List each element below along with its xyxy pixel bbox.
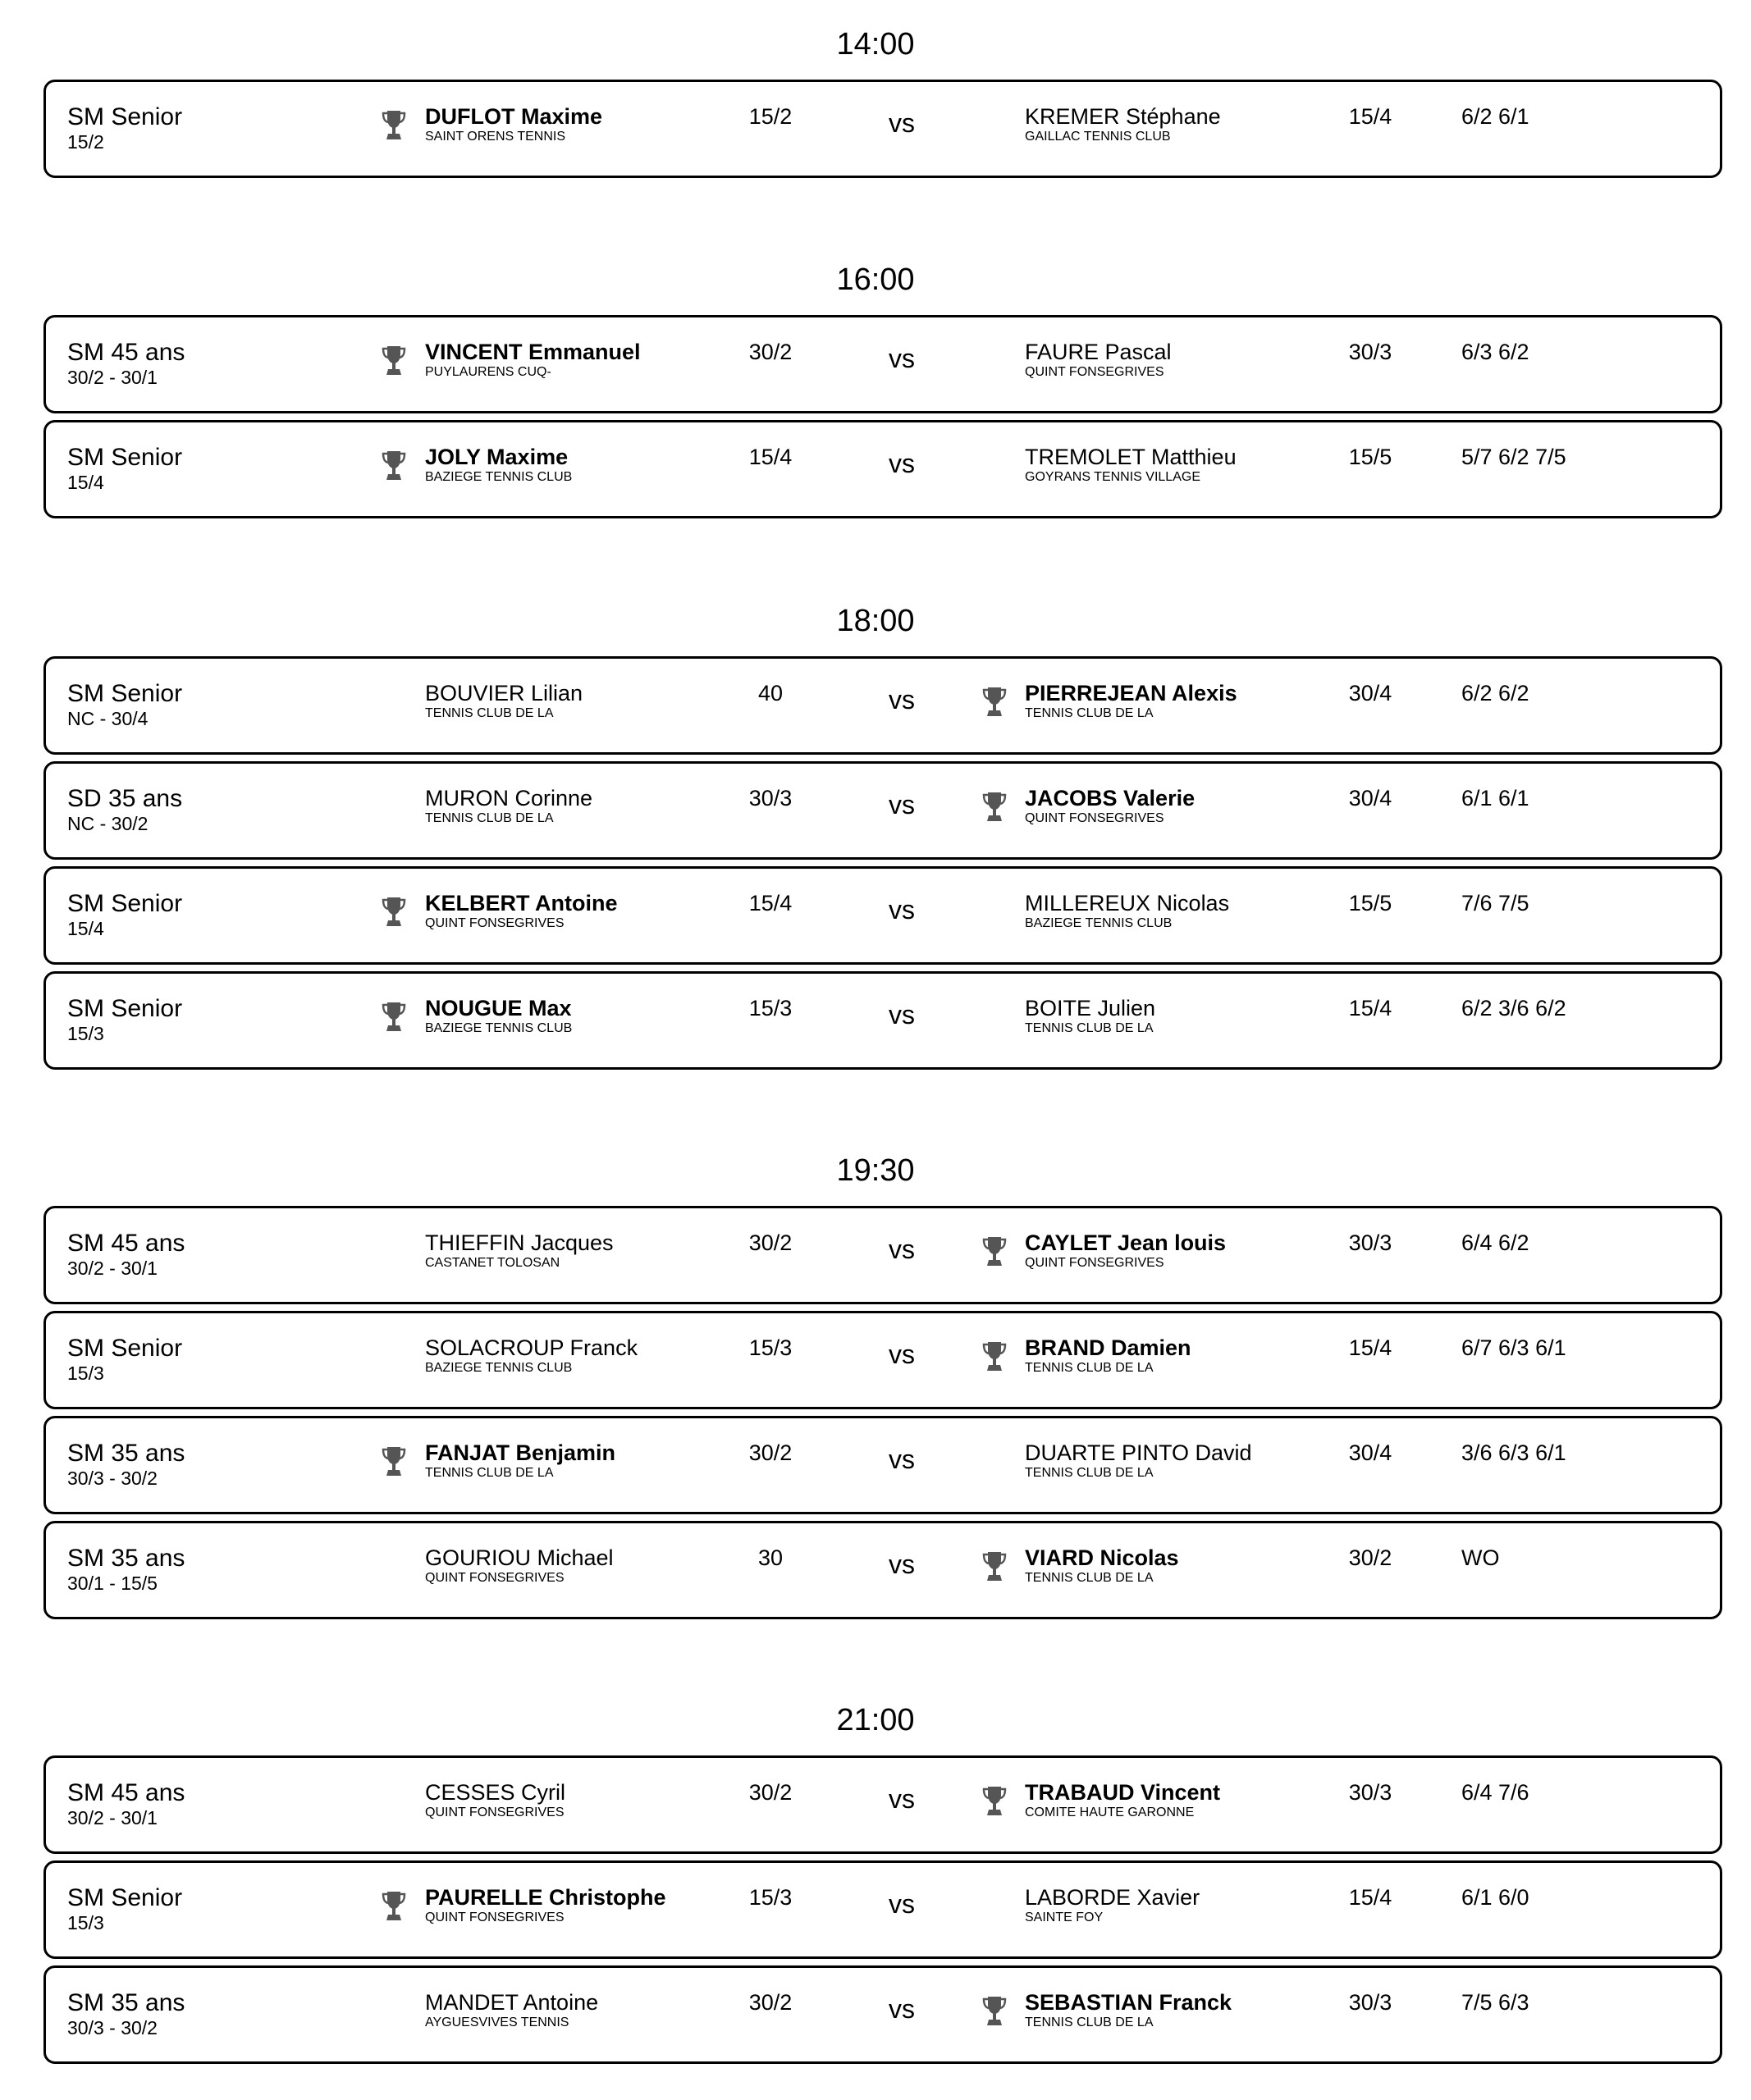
player1-ranking: 30/2 [748, 340, 793, 364]
player2-ranking: 15/4 [1348, 1885, 1392, 1910]
player2-ranking: 15/5 [1348, 891, 1392, 915]
player1-club: CASTANET TOLOSAN [425, 1256, 560, 1270]
player1-ranking: 15/3 [748, 1885, 793, 1910]
match-score: 6/3 6/2 [1461, 340, 1529, 364]
category-ranking-range: NC - 30/2 [67, 813, 149, 834]
match-score: 6/1 6/1 [1461, 786, 1529, 810]
category-ranking-range: 30/1 - 15/5 [67, 1573, 158, 1594]
player1-club: QUINT FONSEGRIVES [425, 1911, 565, 1924]
player1-club: BAZIEGE TENNIS CLUB [425, 1361, 573, 1375]
player1-name: CESSES Cyril [425, 1780, 566, 1805]
player2-name: LABORDE Xavier [1025, 1885, 1200, 1910]
trophy-icon [381, 450, 407, 482]
trophy-icon [981, 1550, 1008, 1583]
player2-name: JACOBS Valerie [1025, 786, 1196, 810]
category-ranking-range: 30/2 - 30/1 [67, 1258, 158, 1279]
player2-club: TENNIS CLUB DE LA [1025, 1571, 1154, 1585]
match-category: SM Senior [67, 444, 183, 471]
player2-ranking: 30/4 [1348, 1440, 1392, 1465]
category-ranking-range: 15/2 [67, 131, 104, 153]
player2-club: GAILLAC TENNIS CLUB [1025, 130, 1171, 144]
player1-club: TENNIS CLUB DE LA [425, 706, 554, 720]
player2-name: TRABAUD Vincent [1025, 1780, 1221, 1805]
match-category: SM Senior [67, 103, 183, 130]
category-ranking-range: 30/2 - 30/1 [67, 1807, 158, 1828]
player1-name: VINCENT Emmanuel [425, 340, 641, 364]
player2-name: MILLEREUX Nicolas [1025, 891, 1230, 915]
player1-name: DUFLOT Maxime [425, 104, 603, 129]
player2-club: TENNIS CLUB DE LA [1025, 1466, 1154, 1480]
match-card [43, 656, 1722, 755]
versus-label: vs [889, 1550, 915, 1579]
match-score: 3/6 6/3 6/1 [1461, 1440, 1566, 1465]
player1-club: SAINT ORENS TENNIS [425, 130, 565, 144]
trophy-icon [981, 791, 1008, 824]
player1-ranking: 15/3 [748, 996, 793, 1020]
player1-club: TENNIS CLUB DE LA [425, 1466, 554, 1480]
match-score: 6/4 7/6 [1461, 1780, 1529, 1805]
player1-ranking: 30/2 [748, 1990, 793, 2015]
trophy-icon [381, 1001, 407, 1034]
match-card [43, 315, 1722, 413]
player1-name: PAURELLE Christophe [425, 1885, 666, 1910]
trophy-icon-graphic [381, 1445, 407, 1478]
player1-name: THIEFFIN Jacques [425, 1230, 614, 1255]
player2-ranking: 30/3 [1348, 1990, 1392, 2015]
player1-name: GOURIOU Michael [425, 1545, 614, 1570]
match-card [43, 80, 1722, 178]
time-slot-heading: 14:00 [836, 27, 915, 62]
category-ranking-range: 30/2 - 30/1 [67, 367, 158, 388]
player1-ranking: 15/2 [748, 104, 793, 129]
match-category: SM Senior [67, 680, 183, 707]
time-slot-heading: 16:00 [836, 262, 915, 297]
match-score: 6/2 6/1 [1461, 104, 1529, 129]
trophy-icon-graphic [381, 896, 407, 929]
player2-club: TENNIS CLUB DE LA [1025, 1021, 1154, 1035]
player1-name: JOLY Maxime [425, 445, 569, 469]
trophy-icon [381, 1445, 407, 1478]
player2-club: SAINTE FOY [1025, 1911, 1104, 1924]
player1-ranking: 30/2 [748, 1780, 793, 1805]
match-card [43, 1521, 1722, 1619]
player2-ranking: 30/3 [1348, 1230, 1392, 1255]
versus-label: vs [889, 1235, 915, 1264]
category-ranking-range: 15/3 [67, 1363, 104, 1384]
trophy-icon [381, 896, 407, 929]
player1-ranking: 40 [757, 681, 784, 705]
match-card [43, 1311, 1722, 1409]
trophy-icon-graphic [381, 345, 407, 377]
player1-name: MANDET Antoine [425, 1990, 599, 2015]
trophy-icon-graphic [381, 1001, 407, 1034]
category-ranking-range: 15/3 [67, 1023, 104, 1044]
player1-name: FANJAT Benjamin [425, 1440, 616, 1465]
match-category: SM Senior [67, 1335, 183, 1362]
trophy-icon-graphic [381, 109, 407, 142]
player2-club: COMITE HAUTE GARONNE [1025, 1806, 1195, 1819]
match-category: SM Senior [67, 1884, 183, 1911]
match-card [43, 1416, 1722, 1514]
trophy-icon [981, 686, 1008, 719]
versus-label: vs [889, 449, 915, 478]
player1-ranking: 30/2 [748, 1440, 793, 1465]
player2-ranking: 30/3 [1348, 1780, 1392, 1805]
player2-ranking: 15/4 [1348, 1335, 1392, 1360]
trophy-icon-graphic [981, 1995, 1008, 2028]
player1-club: QUINT FONSEGRIVES [425, 1806, 565, 1819]
player1-name: NOUGUE Max [425, 996, 572, 1020]
player1-club: TENNIS CLUB DE LA [425, 811, 554, 825]
category-ranking-range: 15/3 [67, 1912, 104, 1933]
match-score: 6/7 6/3 6/1 [1461, 1335, 1566, 1360]
player2-ranking: 15/5 [1348, 445, 1392, 469]
versus-label: vs [889, 344, 915, 373]
match-score: 7/6 7/5 [1461, 891, 1529, 915]
player2-club: TENNIS CLUB DE LA [1025, 706, 1154, 720]
match-category: SM 45 ans [67, 1230, 185, 1257]
time-slot-heading: 18:00 [836, 604, 915, 638]
player1-ranking: 15/3 [748, 1335, 793, 1360]
player1-ranking: 15/4 [748, 891, 793, 915]
player1-club: QUINT FONSEGRIVES [425, 1571, 565, 1585]
match-card [43, 1860, 1722, 1959]
category-ranking-range: 30/3 - 30/2 [67, 1468, 158, 1489]
match-card [43, 761, 1722, 860]
match-card [43, 420, 1722, 518]
match-score: 6/2 6/2 [1461, 681, 1529, 705]
versus-label: vs [889, 1784, 915, 1814]
match-card [43, 971, 1722, 1070]
trophy-icon [381, 1890, 407, 1923]
player1-name: KELBERT Antoine [425, 891, 618, 915]
versus-label: vs [889, 790, 915, 819]
player1-club: AYGUESVIVES TENNIS [425, 2016, 569, 2029]
trophy-icon [981, 1235, 1008, 1268]
player2-club: QUINT FONSEGRIVES [1025, 811, 1164, 825]
match-category: SD 35 ans [67, 785, 183, 812]
player1-club: BAZIEGE TENNIS CLUB [425, 1021, 573, 1035]
trophy-icon-graphic [981, 1340, 1008, 1373]
trophy-icon [981, 1995, 1008, 2028]
player1-name: SOLACROUP Franck [425, 1335, 638, 1360]
player1-name: MURON Corinne [425, 786, 593, 810]
match-score: 7/5 6/3 [1461, 1990, 1529, 2015]
player1-club: QUINT FONSEGRIVES [425, 916, 565, 930]
category-ranking-range: NC - 30/4 [67, 708, 149, 729]
player2-name: TREMOLET Matthieu [1025, 445, 1237, 469]
match-score: WO [1461, 1545, 1500, 1570]
category-ranking-range: 15/4 [67, 918, 104, 939]
versus-label: vs [889, 685, 915, 714]
player2-ranking: 15/4 [1348, 104, 1392, 129]
player1-ranking: 15/4 [748, 445, 793, 469]
match-card [43, 1755, 1722, 1854]
versus-label: vs [889, 1889, 915, 1919]
player2-name: CAYLET Jean louis [1025, 1230, 1227, 1255]
versus-label: vs [889, 1000, 915, 1029]
player2-ranking: 30/3 [1348, 340, 1392, 364]
player2-ranking: 30/4 [1348, 681, 1392, 705]
player2-name: BOITE Julien [1025, 996, 1156, 1020]
match-category: SM Senior [67, 995, 183, 1022]
player2-name: VIARD Nicolas [1025, 1545, 1179, 1570]
player1-club: BAZIEGE TENNIS CLUB [425, 470, 573, 484]
category-ranking-range: 30/3 - 30/2 [67, 2017, 158, 2038]
player1-ranking: 30/3 [748, 786, 793, 810]
player2-club: QUINT FONSEGRIVES [1025, 1256, 1164, 1270]
trophy-icon [381, 345, 407, 377]
trophy-icon [981, 1340, 1008, 1373]
player2-club: QUINT FONSEGRIVES [1025, 365, 1164, 379]
player2-ranking: 30/2 [1348, 1545, 1392, 1570]
match-card [43, 866, 1722, 965]
player2-name: FAURE Pascal [1025, 340, 1172, 364]
player1-ranking: 30/2 [748, 1230, 793, 1255]
match-score: 6/4 6/2 [1461, 1230, 1529, 1255]
player1-club: PUYLAURENS CUQ- [425, 365, 551, 379]
trophy-icon-graphic [381, 450, 407, 482]
player2-club: GOYRANS TENNIS VILLAGE [1025, 470, 1200, 484]
match-score: 6/2 3/6 6/2 [1461, 996, 1566, 1020]
trophy-icon [381, 109, 407, 142]
player2-ranking: 15/4 [1348, 996, 1392, 1020]
match-score: 6/1 6/0 [1461, 1885, 1529, 1910]
trophy-icon-graphic [981, 791, 1008, 824]
player2-name: PIERREJEAN Alexis [1025, 681, 1237, 705]
match-category: SM 35 ans [67, 1440, 185, 1467]
player2-name: DUARTE PINTO David [1025, 1440, 1252, 1465]
player2-club: TENNIS CLUB DE LA [1025, 2016, 1154, 2029]
player2-club: TENNIS CLUB DE LA [1025, 1361, 1154, 1375]
match-category: SM 35 ans [67, 1545, 185, 1572]
player2-ranking: 30/4 [1348, 786, 1392, 810]
player2-name: SEBASTIAN Franck [1025, 1990, 1232, 2015]
time-slot-heading: 19:30 [836, 1153, 915, 1188]
match-category: SM 45 ans [67, 1779, 185, 1806]
player2-club: BAZIEGE TENNIS CLUB [1025, 916, 1173, 930]
match-card [43, 1965, 1722, 2064]
player2-name: BRAND Damien [1025, 1335, 1191, 1360]
match-card [43, 1206, 1722, 1304]
versus-label: vs [889, 895, 915, 924]
match-category: SM Senior [67, 890, 183, 917]
trophy-icon-graphic [981, 1785, 1008, 1818]
category-ranking-range: 15/4 [67, 472, 104, 493]
player1-name: BOUVIER Lilian [425, 681, 583, 705]
match-category: SM 45 ans [67, 339, 185, 366]
versus-label: vs [889, 1340, 915, 1369]
player1-ranking: 30 [757, 1545, 784, 1570]
match-category: SM 35 ans [67, 1989, 185, 2016]
match-score: 5/7 6/2 7/5 [1461, 445, 1566, 469]
trophy-icon [981, 1785, 1008, 1818]
trophy-icon-graphic [381, 1890, 407, 1923]
time-slot-heading: 21:00 [836, 1703, 915, 1737]
trophy-icon-graphic [981, 1550, 1008, 1583]
versus-label: vs [889, 1994, 915, 2024]
trophy-icon-graphic [981, 1235, 1008, 1268]
versus-label: vs [889, 1445, 915, 1474]
player2-name: KREMER Stéphane [1025, 104, 1221, 129]
versus-label: vs [889, 108, 915, 138]
trophy-icon-graphic [981, 686, 1008, 719]
